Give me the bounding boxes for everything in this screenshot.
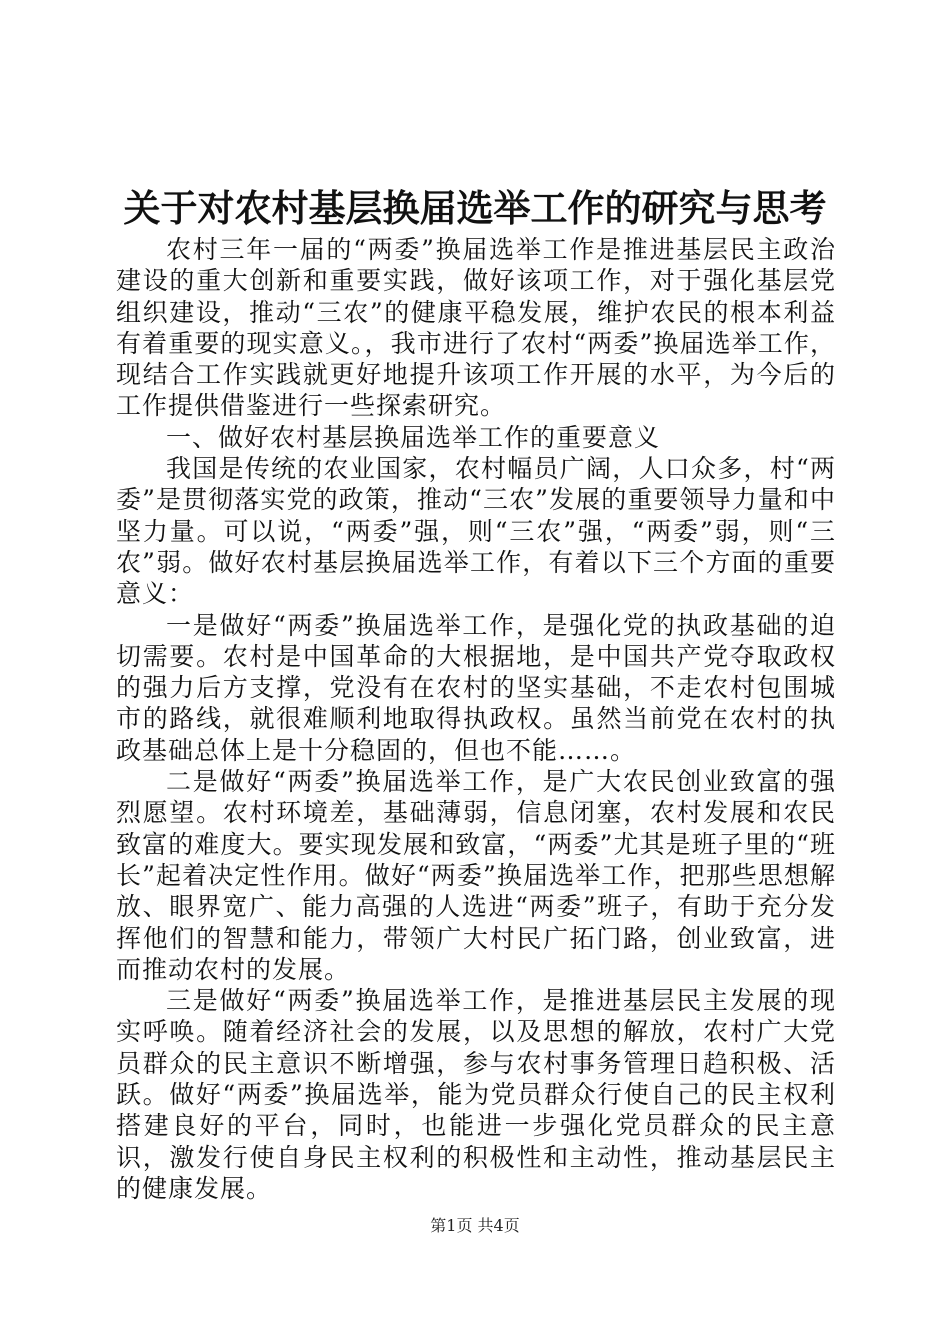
paragraph-point-one: 一是做好“两委”换届选举工作，是强化党的执政基础的迫切需要。农村是中国革命的大根据地，是中国共产党夺取政权的强力后方支撑，党没有在农村的坚实基础，不走农村包围城市的路线，就很难顺利地取得执政权。虽然当前党在农村的执政基础总体上是十分稳固的，但也不能……。 — [116, 610, 836, 765]
page-number: 第1页 共4页 — [430, 1216, 520, 1235]
paragraph-overview: 我国是传统的农业国家，农村幅员广阔，人口众多，村“两委”是贯彻落实党的政策，推动“三农”发展的重要领导力量和中坚力量。可以说，“两委”强，则“三农”强，“两委”弱，则“三农”弱。做好农村基层换届选举工作，有着以下三个方面的重要意义： — [116, 454, 836, 609]
document-title: 关于对农村基层换届选举工作的研究与思考 — [123, 186, 827, 230]
section-heading: 一、做好农村基层换届选举工作的重要意义 — [166, 422, 661, 452]
paragraph-point-two: 二是做好“两委”换届选举工作，是广大农民创业致富的强烈愿望。农村环境差，基础薄弱，信息闭塞，农村发展和农民致富的难度大。要实现发展和致富，“两委”尤其是班子里的“班长”起着决定性作用。做好“两委”换届选举工作，把那些思想解放、眼界宽广、能力高强的人选进“两委”班子，有助于充分发挥他们的智慧和能力，带领广大村民广拓门路，创业致富，进而推动农村的发展。 — [116, 767, 836, 984]
document-body — [116, 234, 836, 1204]
paragraph-intro: 农村三年一届的“两委”换届选举工作是推进基层民主政治建设的重大创新和重要实践，做好该项工作，对于强化基层党组织建设，推动“三农”的健康平稳发展，维护农民的根本利益有着重要的现实意义。，我市进行了农村“两委”换届选举工作，现结合工作实践就更好地提升该项工作开展的水平，为今后的工作提供借鉴进行一些探索研究。 — [116, 235, 836, 421]
paragraph-point-three: 三是做好“两委”换届选举工作，是推进基层民主发展的现实呼唤。随着经济社会的发展，以及思想的解放，农村广大党员群众的民主意识不断增强，参与农村事务管理日趋积极、活跃。做好“两委”换届选举，能为党员群众行使自己的民主权利搭建良好的平台，同时，也能进一步强化党员群众的民主意识，激发行使自身民主权利的积极性和主动性，推动基层民主的健康发展。 — [116, 986, 836, 1203]
